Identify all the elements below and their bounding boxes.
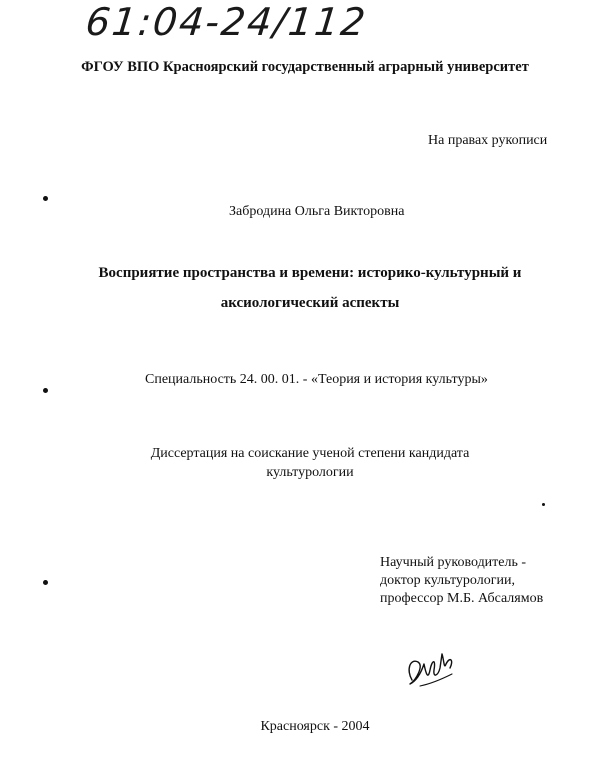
dissertation-title bbox=[60, 258, 560, 318]
scan-speck bbox=[43, 388, 48, 393]
rights-note: На правах рукописи bbox=[428, 133, 548, 148]
supervisor-block bbox=[380, 554, 543, 608]
degree-line-1: Диссертация на соискание ученой степени кандидата bbox=[150, 446, 470, 461]
supervisor-line-2: доктор культурологии, bbox=[380, 573, 515, 588]
scan-speck bbox=[43, 196, 48, 201]
title-line-2: аксиологический аспекты bbox=[220, 295, 400, 311]
university-name: ФГОУ ВПО Красноярский государственный аграрный университет bbox=[81, 59, 529, 75]
author-name: Забродина Ольга Викторовна bbox=[229, 204, 405, 219]
specialty-line: Специальность 24. 00. 01. - «Теория и история культуры» bbox=[145, 372, 488, 387]
supervisor-line-1: Научный руководитель - bbox=[380, 555, 527, 570]
city-year: Красноярск - 2004 bbox=[260, 719, 370, 734]
degree-statement bbox=[100, 444, 520, 482]
scan-speck bbox=[542, 503, 545, 506]
scan-speck bbox=[43, 580, 48, 585]
handwritten-signature bbox=[400, 640, 460, 695]
handwritten-catalog-number: 61:04-24/112 bbox=[83, 0, 370, 44]
degree-line-2: культурологии bbox=[266, 465, 354, 480]
supervisor-line-3: профессор М.Б. Абсалямов bbox=[380, 591, 544, 606]
title-line-1: Восприятие пространства и времени: историко-культурный и bbox=[98, 265, 522, 281]
